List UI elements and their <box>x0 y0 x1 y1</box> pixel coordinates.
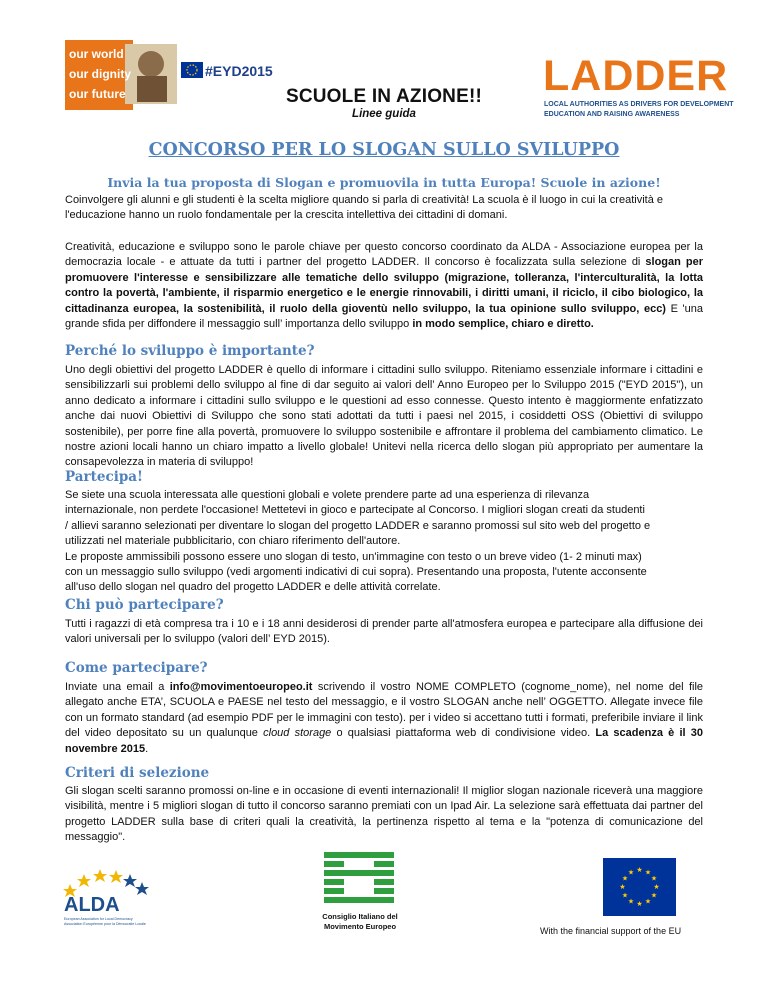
eyd-line-1: our world <box>69 47 124 61</box>
heading-criteria: Criteri di selezione <box>65 765 210 781</box>
alda-line-2: Association Européenne pour la Démocratie Locale <box>64 922 146 926</box>
cime-line-1: Consiglio Italiano del <box>322 912 398 921</box>
ladder-tagline-2: EDUCATION AND RAISING AWARENESS <box>544 111 680 118</box>
svg-text:★: ★ <box>621 874 629 883</box>
heading-why: Perché lo sviluppo è importante? <box>65 343 315 359</box>
eu-flag-logo <box>603 858 676 916</box>
cime-line-2: Movimento Europeo <box>323 922 397 931</box>
join-line: Se siete una scuola interessata alle questioni globali e volete prendere parte ad una esperienza di rilevanza <box>65 489 590 501</box>
ladder-tagline-1: LOCAL AUTHORITIES AS DRIVERS FOR DEVELOPMENT <box>544 101 734 108</box>
svg-text:★: ★ <box>644 868 652 877</box>
who-paragraph: Tutti i ragazzi di età compresa tra i 10 e i 18 anni desiderosi di prender parte all'atmosfera europea e partecipare alla diffusione dei valori universali per lo sviluppo (valori dell’ EYD 2015). <box>65 618 703 646</box>
svg-text:★: ★ <box>650 891 658 900</box>
intro-p2-topics: slogan per promuovere l'interesse e sensibilizzare alle tematiche dello sviluppo (migrazione, tolleranza, l'interculturalità, la lotta contro la povertà, l'ambiente, il risparmio energetico e le energie rinnovabili, i diritti umani, il riciclo, il cibo biologico, la cittadinanza europea, la sostenibilità, il ruolo della gioventù nello sviluppo, la tua opinione sullo sviluppo, ecc) <box>65 256 704 315</box>
svg-text:★: ★ <box>636 900 643 908</box>
svg-text:★: ★ <box>621 891 629 900</box>
join-line: / allievi saranno selezionati per diventare lo slogan del progetto LADDER e saranno promossi sul sito web del progetto e <box>65 519 651 532</box>
heading-how: Come partecipare? <box>65 660 208 676</box>
heading-who: Chi può partecipare? <box>65 597 224 613</box>
alda-logo <box>60 858 170 930</box>
eyd-line-3: our future <box>69 87 126 101</box>
how-paragraph <box>65 680 703 757</box>
join-paragraph <box>65 488 703 596</box>
criteria-paragraph: Gli slogan scelti saranno promossi on-line e in occasione di eventi internazionali! Il miglior slogan nazionale riceverà una maggiore visibilità, mentre i 5 migliori slogan di tutto il concorso saranno premiati con un Ipad Air. La selezione sarà effettuata dai partner del progetto LADDER sulla base di criteri quali la creatività, la pertinenza rispetto al tema e la "potenza di comunicazione del messaggio". <box>65 785 703 844</box>
how-t2: scrivendo il vostro NOME COMPLETO (cognome_nome), nel nome del file allegato anche ETA’, SCUOLA e PAESE nel testo del messaggio, e il vostro SLOGAN anche nell’ OGGETTO. Allegate invece file con un formato standard (ad esempio PDF per le immagini con testo). per i video si accettano tutti i formati, preferibile inviare il link del video depositato su un qualunque <box>65 681 704 740</box>
page-subtitle: Linee guida <box>352 108 416 120</box>
cime-logo <box>320 852 400 942</box>
join-line: con un messaggio sullo sviluppo (vedi argomenti indicativi di cui sopra). Presentando una proposta, l'utente acconsente <box>65 566 647 579</box>
join-line: utilizzati nel materiale pubblicitario, con chiaro riferimento dell'autore. <box>65 535 401 548</box>
page-title: SCUOLE IN AZIONE!! <box>285 86 483 107</box>
how-t5: . <box>145 742 149 755</box>
svg-text:★: ★ <box>644 897 652 906</box>
alda-line-1: European Association for Local Democracy <box>64 917 133 921</box>
svg-text:★: ★ <box>627 897 635 906</box>
tagline: Invia la tua proposta di Slogan e promuovila in tutta Europa! Scuole in azione! <box>107 175 661 190</box>
how-t1: Inviate una email a <box>65 681 170 693</box>
svg-text:★: ★ <box>653 883 660 891</box>
alda-wordmark: ALDA <box>64 894 120 916</box>
svg-text:★: ★ <box>627 868 635 877</box>
contest-title: CONCORSO PER LO SLOGAN SULLO SVILUPPO <box>148 140 620 160</box>
svg-text:★: ★ <box>619 883 626 891</box>
intro-paragraph-2 <box>65 240 703 332</box>
how-cloud-storage: cloud storage <box>263 727 332 740</box>
heading-join: Partecipa! <box>65 469 143 485</box>
eu-support-caption: With the financial support of the EU <box>540 926 682 936</box>
how-t4: o qualsiasi piattaforma web di condivisione video. <box>331 727 596 740</box>
intro-p2-a: Creatività, educazione e sviluppo sono le parole chiave per questo concorso coordinato da ALDA - Associazione europea per la democrazia locale - e attuate da tutti i partner del progetto LADDER. Il concorso è focalizzata sulla selezione di <box>65 241 703 269</box>
intro-p2-d: in modo semplice, chiaro e diretto. <box>412 318 594 331</box>
join-line: internazionale, non perdete l'occasione! Mettetevi in gioco e partecipate al Concorso. I migliori slogan creati da studenti <box>65 504 645 517</box>
join-line: Le proposte ammissibili possono essere uno slogan di testo, un'immagine con testo o un breve video (1- 2 minuti max) <box>65 550 642 563</box>
svg-text:★: ★ <box>636 866 643 874</box>
eyd-hashtag: #EYD2015 <box>205 63 273 79</box>
intro-paragraph-1: Coinvolgere gli alunni e gli studenti è la scelta migliore quando si parla di creatività! La scuola è il luogo in cui la creatività e l'educazione hanno un ruolo fondamentale per la crescita intellettiva dei cittadini di domani. <box>65 194 664 222</box>
ladder-wordmark: LADDER <box>543 52 729 100</box>
intro-p2-c: E 'una grande sfida per diffondere il messaggio sull’ importanza dello sviluppo <box>65 302 703 331</box>
contact-email[interactable]: info@movimentoeuropeo.it <box>169 681 313 693</box>
svg-text:★: ★ <box>650 874 658 883</box>
deadline: La scadenza è il 30 novembre 2015 <box>65 727 703 755</box>
why-paragraph: Uno degli obiettivi del progetto LADDER è quello di informare i cittadini sullo sviluppo. Riteniamo essenziale informare i cittadini e sensibilizzarli sui problemi dello sviluppo al fine di dar seguito ai valori dell’ Anno Europeo per lo Sviluppo 2015 ("EYD 2015"), un anno dedicato a informare i cittadini sullo sviluppo e le questioni ad esso connesse. Questo intento è maggiormente enfatizzato anche dai nuovi Obiettivi di Sviluppo che sono stati adottati da tutti i paesi nel 2015, i cosiddetti OSS (Obiettivi di sviluppo sostenibile), per porre fine alla povertà, promuovere lo sviluppo sostenibile e affrontare il problema del cambiamento climatico. Le nostre azioni locali hanno un chiaro impatto a livello globale! Unitevi nella ricerca dello slogan più appropriato per aumentare la consapevolezza in materia di sviluppo! <box>65 364 703 469</box>
join-line: all'uso dello slogan nel quadro del progetto LADDER e delle attività correlate. <box>65 581 441 594</box>
eyd-line-2: our dignity <box>69 67 131 81</box>
